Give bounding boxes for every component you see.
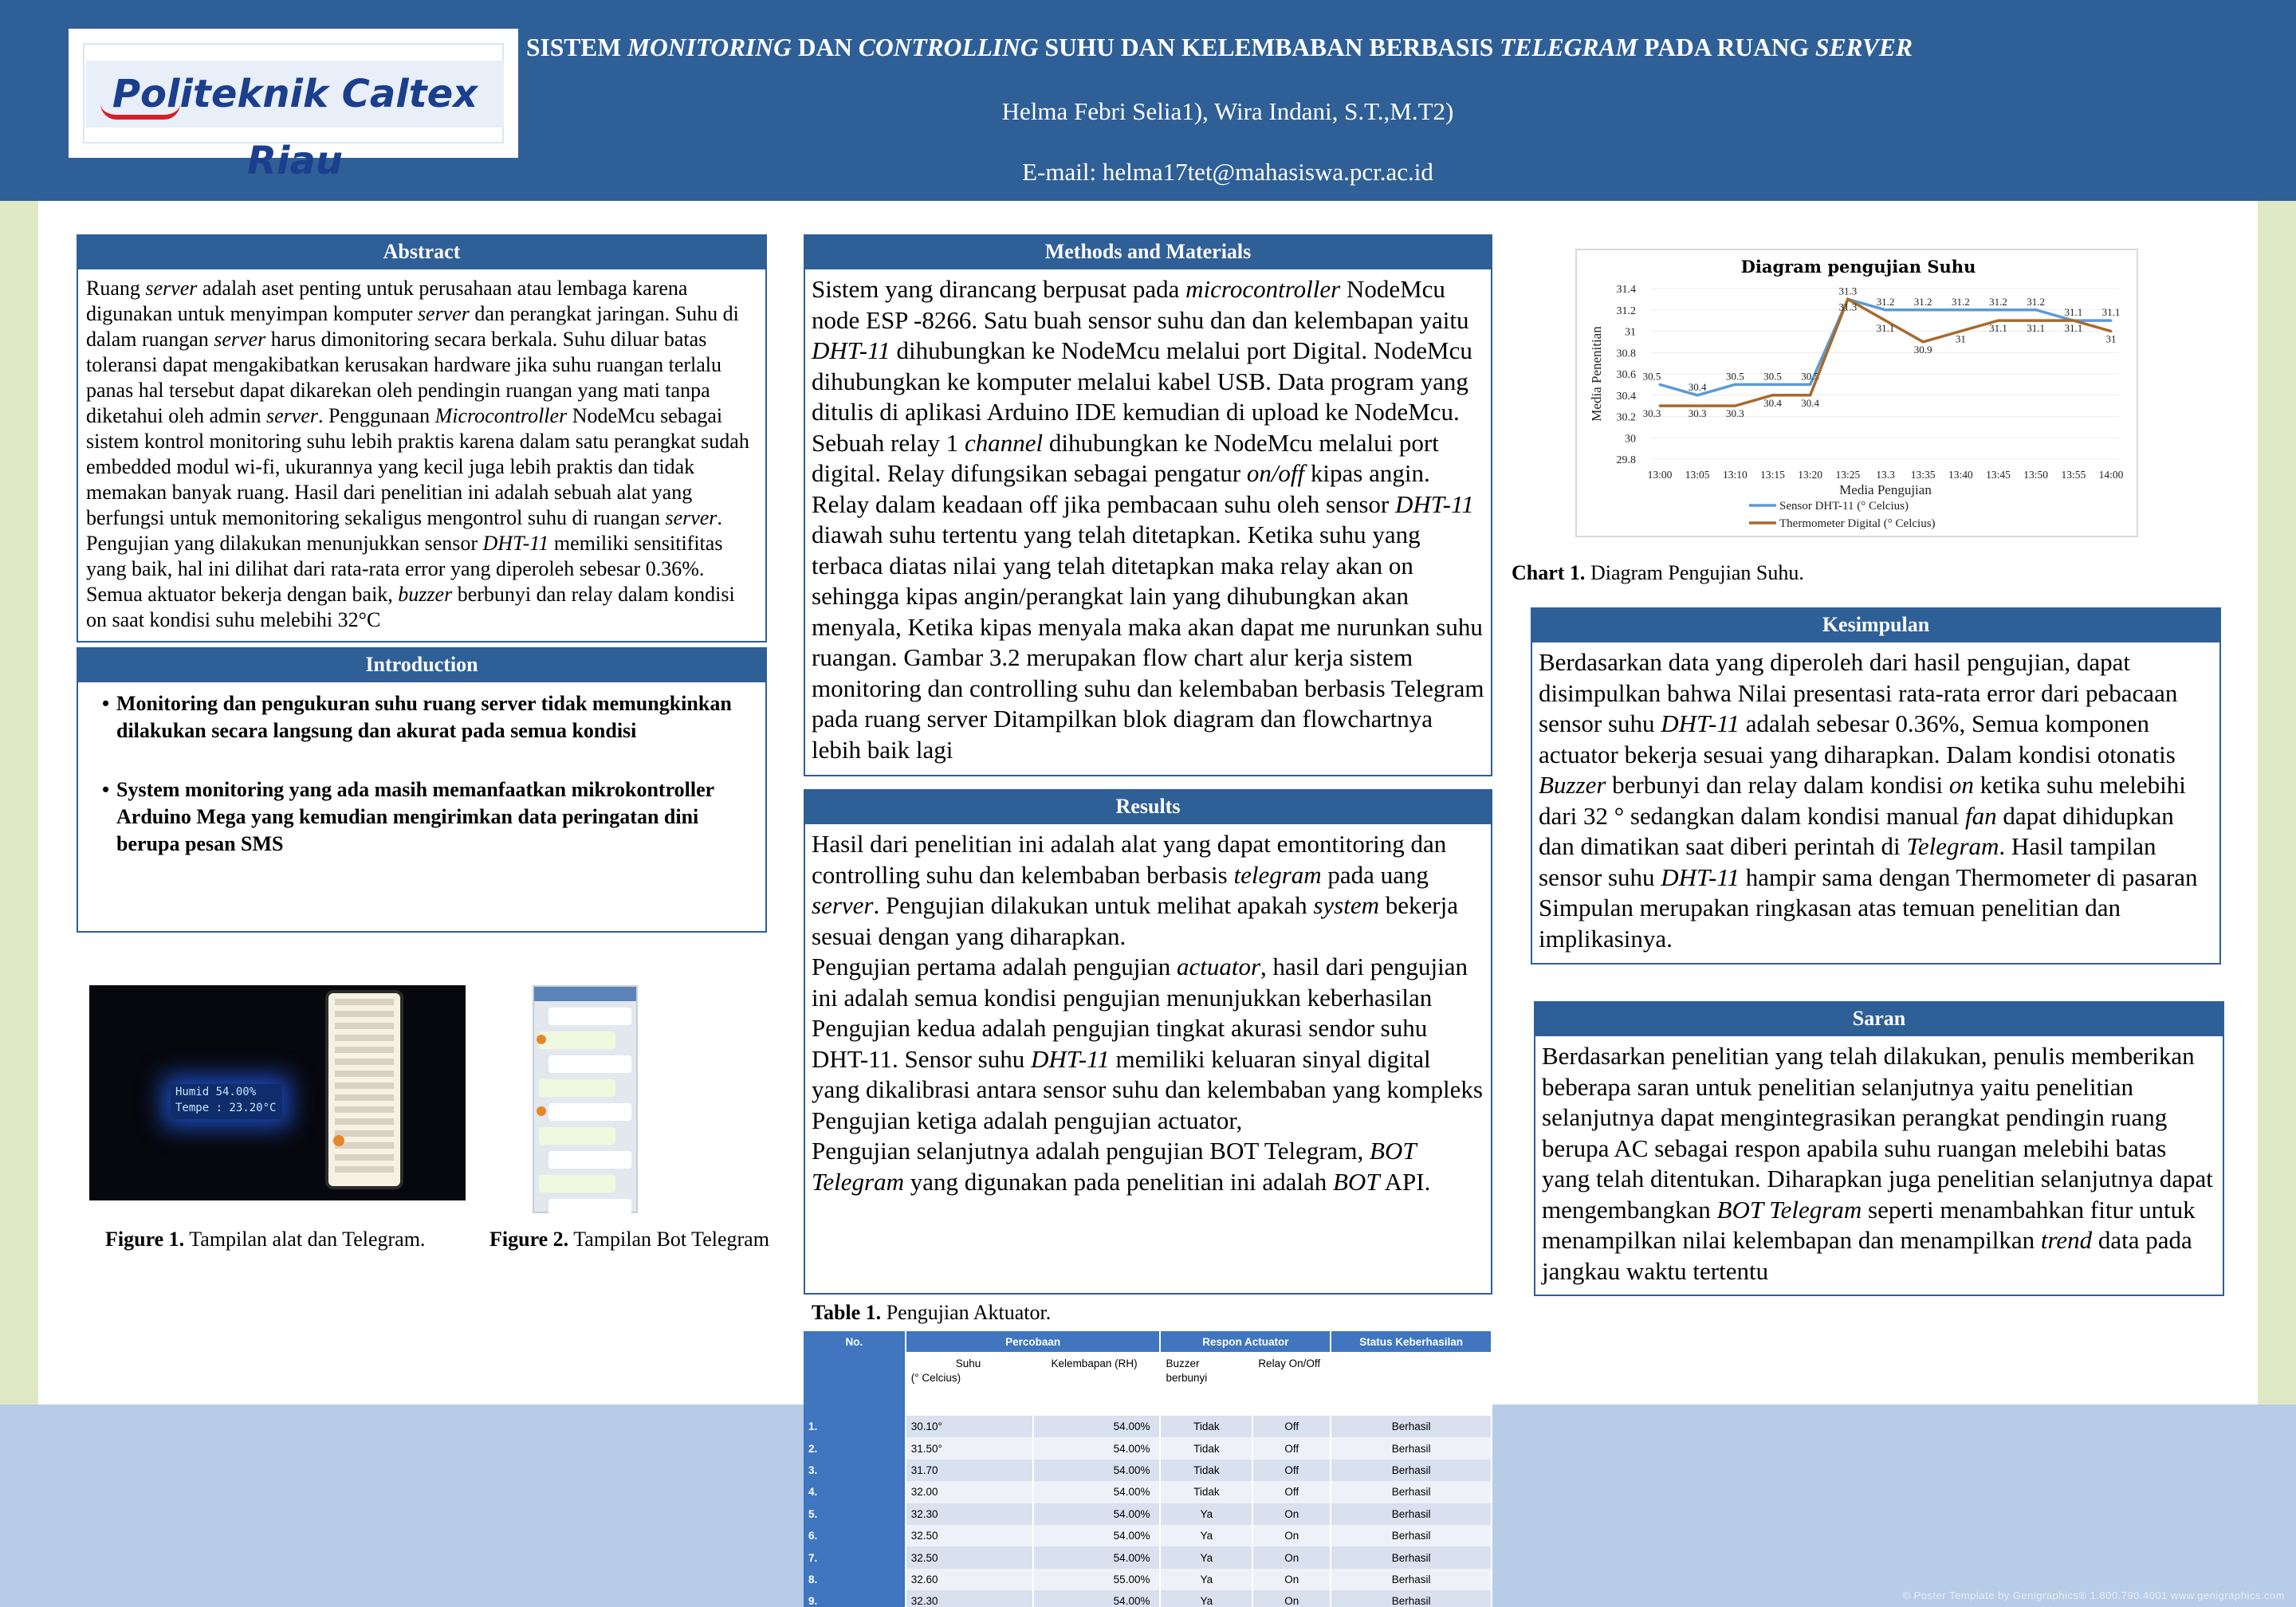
poster-authors: Helma Febri Selia1), Wira Indani, S.T.,M.T2) — [1001, 97, 1454, 125]
y-tick-label: 30 — [1625, 433, 1636, 446]
methods-text: Sistem yang dirancang berpusat pada microcontroller NodeMcu node ESP -8266. Satu buah sensor suhu dan dan kelembapan yaitu DHT-11 dihubungkan ke NodeMcu melalui port Digital. NodeMcu dihubungkan ke komputer melalui kabel USB. Data program yang ditulis di aplikasi Arduino IDE kemudian di upload ke NodeMcu. Sebuah relay 1 channel dihubungkan ke NodeMcu melalui port digital. Relay difungsikan sebagai pengatur on/off kipas angin. Relay dalam keadaan off jika pembacaan suhu oleh sensor DHT-11 diawah suhu tertentu yang telah ditetapkan. Ketika suhu yang terbaca diatas nilai yang telah ditetapkan maka relay akan on sehingga kipas angin/perangkat lain yang dihubungkan akan menyala, Ketika kipas menyala maka akan dapat me nurunkan suhu ruangan. Gambar 3.2 merupakan flow chart alur kerja sistem monitoring dan controlling suhu dan kelembaban berbasis Telegram pada ruang server Ditampilkan blok diagram dan flowchartnya lebih baik lagi — [812, 275, 1484, 764]
y-tick-label: 29.8 — [1616, 454, 1636, 466]
table-cell: Off — [1252, 1460, 1331, 1481]
data-point — [2110, 320, 2113, 322]
table-cell: 9. — [804, 1590, 906, 1607]
phone-screen — [325, 990, 403, 1189]
kesimpulan-heading: Kesimpulan — [1532, 609, 2219, 642]
abstract-heading: Abstract — [78, 236, 765, 269]
data-label: 31.3 — [1838, 285, 1858, 297]
table-cell: Berhasil — [1331, 1590, 1492, 1607]
abstract-panel — [77, 234, 767, 642]
table-header-no: No. — [804, 1331, 906, 1352]
y-tick-label: 30.4 — [1616, 390, 1636, 403]
data-label: 31.2 — [1876, 295, 1895, 308]
table-cell: 6. — [804, 1525, 906, 1546]
x-tick-label: 13:50 — [2023, 469, 2049, 481]
introduction-list — [78, 682, 765, 858]
institution-logo — [69, 29, 518, 183]
table-row — [804, 1460, 1492, 1481]
figure-1-photo — [89, 985, 466, 1200]
data-point — [1960, 308, 1962, 311]
y-tick-label: 30.6 — [1616, 369, 1636, 381]
data-label: 31.1 — [2027, 322, 2046, 335]
chart-svg — [1577, 250, 2140, 539]
table-cell: 2. — [804, 1437, 906, 1459]
data-label: 31.2 — [2027, 295, 2046, 308]
table-cell: 8. — [804, 1569, 906, 1590]
results-paragraph: Pengujian kedua adalah pengujian tingkat akurasi sendor suhu DHT-11. Sensor suhu DHT-11 memiliki keluaran sinyal digital yang dikalibrasi antara sensor suhu dan kelembaban yang kompleks — [812, 1014, 1483, 1103]
poster-header — [0, 0, 2296, 201]
table-cell: 7. — [804, 1546, 906, 1568]
legend-label: Thermometer Digital (° Celcius) — [1779, 517, 1936, 530]
data-label: 31.2 — [1913, 295, 1932, 308]
table-cell: 4. — [804, 1481, 906, 1503]
table-subheader-kelembapan: Kelembapan (RH) — [1033, 1352, 1161, 1416]
table-cell: 32.00 — [906, 1481, 1033, 1503]
x-tick-label: 14:00 — [2098, 469, 2124, 481]
methods-heading: Methods and Materials — [805, 236, 1491, 269]
saran-panel — [1534, 1001, 2224, 1296]
x-tick-label: 13:10 — [1722, 469, 1748, 481]
x-tick-label: 13:15 — [1760, 469, 1785, 481]
table-row — [804, 1546, 1492, 1568]
figure-1-caption: Figure 1. Tampilan alat dan Telegram. — [105, 1228, 426, 1251]
table-caption: Table 1. Pengujian Aktuator. — [812, 1301, 1052, 1324]
introduction-item: • Monitoring dan pengukuran suhu ruang server tidak memungkinkan dilakukan secara langsung dan akurat pada semua kondisi — [102, 690, 754, 745]
table-header-percobaan: Percobaan — [906, 1331, 1161, 1352]
data-point — [1659, 383, 1661, 386]
results-text — [805, 824, 1491, 1202]
poster-title: SISTEM MONITORING DAN CONTROLLING SUHU DAN KELEMBABAN BERBASIS TELEGRAM PADA RUANG SERVER — [526, 33, 1913, 61]
x-tick-label: 13:00 — [1647, 469, 1673, 481]
table-subheader-relay: Relay On/Off — [1252, 1352, 1331, 1416]
data-point — [2035, 308, 2037, 311]
table-cell: 54.00% — [1033, 1460, 1161, 1481]
table-row — [804, 1481, 1492, 1503]
table-cell: Tidak — [1160, 1460, 1252, 1481]
introduction-item: • System monitoring yang ada masih memanfaatkan mikrokontroller Arduino Mega yang kemudian mengirimkan data peringatan dini berupa pesan SMS — [102, 776, 754, 858]
data-point — [1771, 383, 1774, 386]
table-row — [804, 1590, 1492, 1607]
table-row — [804, 1503, 1492, 1525]
table-cell: Berhasil — [1331, 1437, 1492, 1459]
table-cell: Ya — [1160, 1503, 1252, 1525]
table-row — [804, 1437, 1492, 1459]
chart-caption: Chart 1. Diagram Pengujian Suhu. — [1512, 561, 1804, 584]
y-tick-label: 30.2 — [1616, 411, 1636, 424]
data-label: 30.3 — [1688, 407, 1707, 420]
table-cell: Berhasil — [1331, 1569, 1492, 1590]
data-label: 31.1 — [1989, 322, 2007, 335]
saran-heading: Saran — [1535, 1003, 2223, 1036]
data-label: 30.3 — [1725, 407, 1744, 420]
x-tick-label: 13:55 — [2061, 469, 2086, 481]
results-paragraph: Pengujian selanjutnya adalah pengujian BOT Telegram, BOT Telegram yang digunakan pada penelitian ini adalah BOT API. — [812, 1137, 1431, 1196]
figure-2-screenshot — [533, 985, 638, 1213]
table-row — [804, 1569, 1492, 1590]
abstract-text: Ruang server adalah aset penting untuk perusahaan atau lembaga karena digunakan untuk menyimpan komputer server dan perangkat jaringan. Suhu di dalam ruangan server harus dimonitoring secara berkala. Suhu diluar batas toleransi dapat mengakibatkan kerusakan hardware jika suhu ruangan terlalu panas hal tersebut dapat dikarekan oleh pendingin ruangan yang mati tanpa diketahui oleh admin server. Penggunaan Microcontroller NodeMcu sebagai sistem kontrol monitoring suhu lebih praktis karena dalam satu perangkat sudah embedded modul wi-fi, ukurannya yang kecil juga lebih praktis dan tidak memakan banyak ruang. Hasil dari penelitian ini adalah sebuah alat yang berfungsi untuk memonitoring sekaligus mengontrol suhu di ruangan server. Pengujian yang dilakukan menunjukkan sensor DHT-11 memiliki sensitifitas yang baik, hal ini dilihat dari rata-rata error yang diperoleh sebesar 0.36%. Semua aktuator bekerja dengan baik, buzzer berbunyi dan relay dalam kondisi on saat kondisi suhu melebihi 32°C — [86, 277, 749, 631]
saran-text: Berdasarkan penelitian yang telah dilakukan, penulis memberikan beberapa saran untuk penelitian selanjutnya yaitu penelitian selanjutnya dapat mengintegrasikan perangkat pendingin ruang berupa AC sebagai respon apabila suhu ruangan melebihi batas yang telah ditentukan. Diharapkan juga penelitian selanjutnya dapat mengembangkan BOT Telegram seperti menambahkan fitur untuk menampilkan nilai kelembapan dan menampilkan trend data pada jangkau waktu tertentu — [1542, 1042, 2213, 1285]
y-axis-label: Media Penenitian — [1589, 326, 1604, 422]
bot-avatar-icon — [537, 1106, 546, 1116]
table-cell: Off — [1252, 1416, 1331, 1437]
x-tick-label: 13:25 — [1835, 469, 1861, 481]
results-paragraph: Pengujian pertama adalah pengujian actuator, hasil dari pengujian ini adalah semua kondisi pengujian menunjukkan keberhasilan — [812, 953, 1468, 1012]
table-cell: 54.00% — [1033, 1481, 1161, 1503]
legend-label: Sensor DHT-11 (° Celcius) — [1779, 500, 1909, 513]
data-label: 30.4 — [1801, 396, 1820, 409]
y-tick-label: 31.4 — [1616, 284, 1636, 296]
table-cell: 30.10° — [906, 1416, 1033, 1437]
table-cell: 54.00% — [1033, 1546, 1161, 1568]
table-cell: Ya — [1160, 1569, 1252, 1590]
y-tick-label: 31.2 — [1616, 305, 1636, 317]
data-point — [1885, 308, 1887, 311]
data-label: 30.5 — [1642, 370, 1661, 383]
bot-avatar-icon — [537, 1035, 546, 1044]
logo-swoosh-icon — [100, 104, 180, 120]
x-tick-label: 13:35 — [1910, 469, 1936, 481]
table-cell: Berhasil — [1331, 1546, 1492, 1568]
table-cell: Off — [1252, 1437, 1331, 1459]
y-tick-label: 31 — [1625, 326, 1636, 339]
data-label: 31.1 — [1876, 322, 1895, 335]
y-tick-label: 30.8 — [1616, 348, 1636, 360]
data-point — [1809, 383, 1811, 386]
table-cell: Ya — [1160, 1546, 1252, 1568]
data-label: 30.4 — [1763, 396, 1782, 409]
table-cell: 32.50 — [906, 1525, 1033, 1546]
table-cell: 31.70 — [906, 1460, 1033, 1481]
data-label: 30.4 — [1688, 380, 1707, 393]
table-cell: 32.30 — [906, 1590, 1033, 1607]
data-label: 31.2 — [1951, 295, 1970, 308]
x-tick-label: 13.3 — [1876, 469, 1895, 481]
table-cell: 3. — [804, 1460, 906, 1481]
kesimpulan-text: Berdasarkan data yang diperoleh dari hasil pengujian, dapat disimpulkan bahwa Nilai presentasi rata-rata error dari pebacaan sensor suhu DHT-11 adalah sebesar 0.36%, Semua komponen actuator bekerja sesuai yang diharapkan. Dalam kondisi otonatis Buzzer berbunyi dan relay dalam kondisi on ketika suhu melebihi dari 32 ° sedangkan dalam kondisi manual fan dapat dihidupkan dan dimatikan saat diberi perintah di Telegram. Hasil tampilan sensor suhu DHT-11 hampir sama dengan Thermometer di pasaran Simpulan merupakan ringkasan atas temuan penelitian dan implikasinya. — [1539, 648, 2198, 953]
table-subheader-buzzer: Buzzer berbunyi — [1160, 1352, 1252, 1416]
table-cell: 54.00% — [1033, 1590, 1161, 1607]
logo-text: Politeknik Caltex Riau — [112, 72, 478, 183]
table-subheader-suhu: Suhu (° Celcius) — [906, 1352, 1033, 1416]
table-cell: Tidak — [1160, 1481, 1252, 1503]
x-tick-label: 13:20 — [1798, 469, 1823, 481]
table-cell: Berhasil — [1331, 1416, 1492, 1437]
data-label: 31 — [2105, 332, 2117, 345]
table-row — [804, 1416, 1492, 1437]
table-header-status: Status Keberhasilan — [1331, 1331, 1492, 1352]
lcd-display: Humid 54.00% Tempe : 23.20°C — [171, 1084, 282, 1119]
data-label: 31.2 — [1989, 295, 2007, 308]
results-paragraph: Hasil dari penelitian ini adalah alat yang dapat emontitoring dan controlling suhu dan kelembaban berbasis telegram pada uang server. Pengujian dilakukan untuk melihat apakah system bekerja sesuai dengan yang diharapkan. — [812, 830, 1458, 950]
table-cell: 32.50 — [906, 1546, 1033, 1568]
table-cell: Berhasil — [1331, 1460, 1492, 1481]
table-cell: 54.00% — [1033, 1416, 1161, 1437]
actuator-table — [804, 1331, 1492, 1607]
x-tick-label: 13:45 — [1986, 469, 2011, 481]
introduction-heading: Introduction — [78, 649, 765, 682]
template-watermark: © Poster Template by Genigraphics® 1.800.790.4001 www.genigraphics.com — [1902, 1589, 2285, 1601]
x-tick-label: 13:40 — [1948, 469, 1973, 481]
data-label: 31 — [1955, 332, 1966, 345]
table-cell: 55.00% — [1033, 1569, 1161, 1590]
table-cell: On — [1252, 1546, 1331, 1568]
table-cell: 54.00% — [1033, 1503, 1161, 1525]
table-cell: 1. — [804, 1416, 906, 1437]
table-cell: Berhasil — [1331, 1503, 1492, 1525]
data-label: 31.1 — [2064, 306, 2083, 319]
table-cell: 31.50° — [906, 1437, 1033, 1459]
table-cell: Berhasil — [1331, 1481, 1492, 1503]
table-cell: On — [1252, 1503, 1331, 1525]
x-axis-label: Media Pengujian — [1839, 482, 1932, 497]
data-label: 30.3 — [1642, 407, 1661, 420]
table-cell: Berhasil — [1331, 1525, 1492, 1546]
table-cell: On — [1252, 1569, 1331, 1590]
table-cell: On — [1252, 1525, 1331, 1546]
data-label: 30.9 — [1913, 343, 1932, 356]
table-row — [804, 1525, 1492, 1546]
table-cell: 5. — [804, 1503, 906, 1525]
data-label: 30.5 — [1763, 370, 1782, 383]
table-cell: 54.00% — [1033, 1437, 1161, 1459]
table-cell: Ya — [1160, 1525, 1252, 1546]
data-point — [1734, 383, 1736, 386]
data-label: 31.3 — [1838, 301, 1858, 313]
telegram-avatar-icon — [333, 1135, 344, 1146]
table-cell: 32.30 — [906, 1503, 1033, 1525]
table-cell: Tidak — [1160, 1437, 1252, 1459]
table-cell: Ya — [1160, 1590, 1252, 1607]
figure-2-caption: Figure 2. Tampilan Bot Telegram — [489, 1228, 769, 1251]
table-cell: 54.00% — [1033, 1525, 1161, 1546]
results-paragraph: Pengujian ketiga adalah pengujian actuator, — [812, 1106, 1243, 1134]
data-label: 31.1 — [2064, 322, 2083, 335]
data-label: 30.5 — [1725, 370, 1744, 383]
data-label: 30.5 — [1801, 370, 1820, 383]
results-heading: Results — [805, 791, 1491, 824]
kesimpulan-panel — [1531, 607, 2221, 965]
telegram-header-bar — [534, 987, 636, 1001]
data-label: 31.1 — [2101, 306, 2121, 319]
x-tick-label: 13:05 — [1685, 469, 1710, 481]
methods-panel — [804, 234, 1492, 776]
poster-email: E-mail: helma17tet@mahasiswa.pcr.ac.id — [1022, 158, 1433, 186]
data-point — [1997, 308, 1999, 311]
temperature-chart — [1575, 249, 2138, 537]
table-cell: 32.60 — [906, 1569, 1033, 1590]
data-point — [1696, 394, 1699, 396]
table-cell: Tidak — [1160, 1416, 1252, 1437]
results-panel — [804, 789, 1492, 1295]
chart-title: Diagram pengujian Suhu — [1740, 257, 1976, 277]
introduction-panel — [77, 647, 767, 933]
table-cell: Off — [1252, 1481, 1331, 1503]
table-cell: On — [1252, 1590, 1331, 1607]
data-point — [1922, 308, 1924, 311]
table-header-respon: Respon Actuator — [1160, 1331, 1331, 1352]
